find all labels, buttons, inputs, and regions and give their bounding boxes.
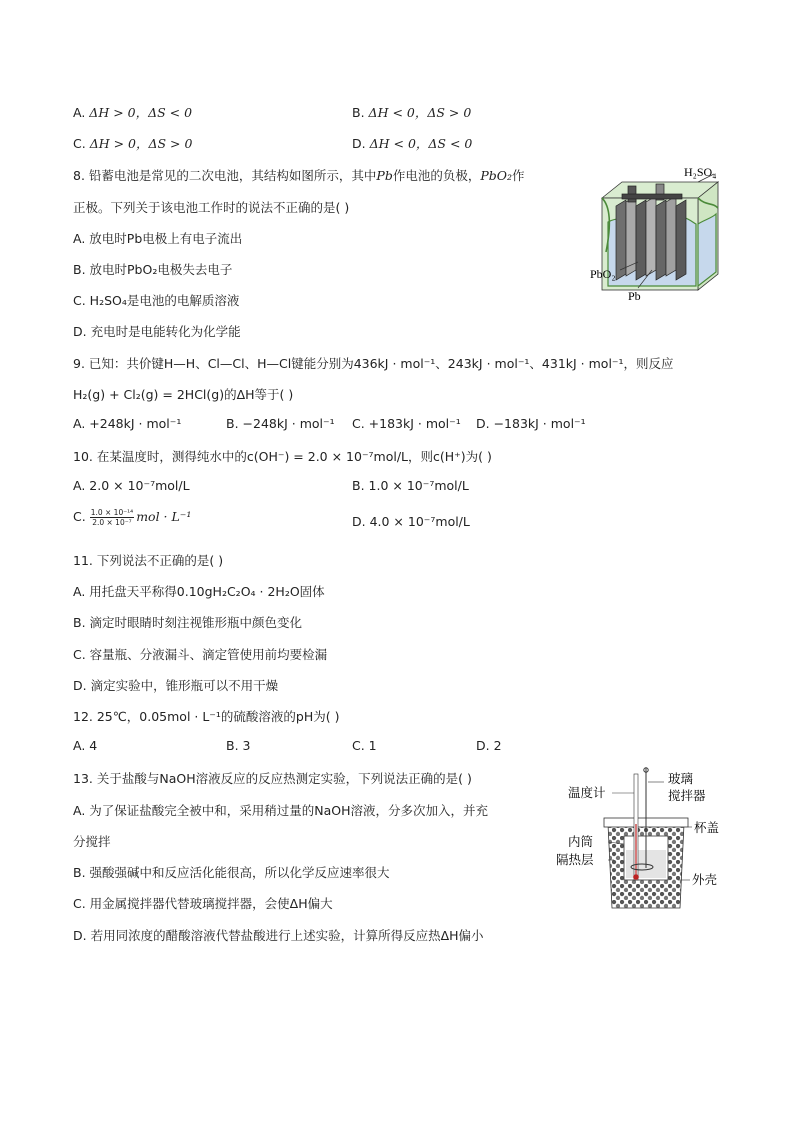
q13-stem: 13. 关于盐酸与NaOH溶液反应的反应热测定实验，下列说法正确的是( ) bbox=[73, 771, 472, 786]
q8-stem-line1: 8. 铅蓄电池是常见的二次电池，其结构如图所示，其中Pb作电池的负极，PbO₂作 bbox=[73, 168, 525, 183]
lead-acid-battery-diagram bbox=[586, 162, 726, 310]
thermometer-label: 温度计 bbox=[568, 785, 606, 800]
q11-stem: 11. 下列说法不正确的是( ) bbox=[73, 553, 224, 568]
q9-option-b: B. −248kJ · mol⁻¹ bbox=[226, 416, 335, 431]
q12-option-b: B. 3 bbox=[226, 738, 251, 753]
q12-option-c: C. 1 bbox=[352, 738, 377, 753]
q7-option-d: D. ΔH < 0，ΔS < 0 bbox=[352, 136, 473, 151]
q9-stem-line1: 9. 已知：共价键H—H、Cl—Cl、H—Cl键能分别为436kJ · mol⁻¹、243kJ · mol⁻¹、431kJ · mol⁻¹，则反应 bbox=[73, 356, 674, 371]
q10-stem: 10. 在某温度时，测得纯水中的c(OH⁻) = 2.0 × 10⁻⁷mol/L，则c(H⁺)为( ) bbox=[73, 449, 492, 464]
q10-fraction-denominator: 2.0 × 10⁻⁷ bbox=[92, 518, 132, 527]
q13-option-c: C. 用金属搅拌器代替玻璃搅拌器，会使ΔH偏大 bbox=[73, 896, 333, 911]
q9-option-d: D. −183kJ · mol⁻¹ bbox=[476, 416, 586, 431]
q10-fraction bbox=[90, 508, 135, 527]
shell-label: 外壳 bbox=[692, 872, 718, 887]
q8-stem-line2: 正极。下列关于该电池工作时的说法不正确的是( ) bbox=[73, 200, 350, 215]
q13-option-d: D. 若用同浓度的醋酸溶液代替盐酸进行上述实验，计算所得反应热ΔH偏小 bbox=[73, 928, 484, 943]
q9-option-a: A. +248kJ · mol⁻¹ bbox=[73, 416, 182, 431]
pbo2-label: PbO₂ bbox=[590, 267, 616, 281]
inner-cylinder-label: 内筒 bbox=[568, 834, 594, 849]
q9-stem-line2: H₂(g) + Cl₂(g) = 2HCl(g)的ΔH等于( ) bbox=[73, 387, 294, 402]
q7-option-b: B. ΔH < 0，ΔS > 0 bbox=[352, 105, 472, 120]
q9-option-c: C. +183kJ · mol⁻¹ bbox=[352, 416, 461, 431]
q10-option-c: C. $\frac{\text{1.0 × 10⁻¹⁴}}{\text{2.0 × 10⁻⁷}}$ mol · L⁻¹ bbox=[73, 508, 192, 527]
q11-option-b: B. 滴定时眼睛时刻注视锥形瓶中颜色变化 bbox=[73, 615, 303, 630]
q12-option-d: D. 2 bbox=[476, 738, 502, 753]
calorimeter-diagram bbox=[540, 764, 750, 916]
q7-option-a: A. ΔH > 0，ΔS < 0 bbox=[73, 105, 193, 120]
q7-option-c: C. ΔH > 0，ΔS > 0 bbox=[73, 136, 193, 151]
q11-option-d: D. 滴定实验中，锥形瓶可以不用干燥 bbox=[73, 678, 279, 693]
insulation-label: 隔热层 bbox=[556, 852, 594, 867]
q10-option-d: D. 4.0 × 10⁻⁷mol/L bbox=[352, 514, 470, 529]
q8-option-c: C. H₂SO₄是电池的电解质溶液 bbox=[73, 293, 240, 308]
glass-stirrer-label-1: 玻璃 bbox=[668, 771, 694, 786]
q10-option-b: B. 1.0 × 10⁻⁷mol/L bbox=[352, 478, 469, 493]
lid-label: 杯盖 bbox=[694, 820, 720, 835]
q8-option-d: D. 充电时是电能转化为化学能 bbox=[73, 324, 241, 339]
q13-option-a-line2: 分搅拌 bbox=[73, 834, 111, 849]
q11-option-a: A. 用托盘天平称得0.10gH₂C₂O₄ · 2H₂O固体 bbox=[73, 584, 325, 599]
q8-option-a: A. 放电时Pb电极上有电子流出 bbox=[73, 231, 243, 246]
glass-stirrer-label-2: 搅拌器 bbox=[668, 788, 706, 803]
pb-label: Pb bbox=[628, 289, 641, 303]
q10-option-a: A. 2.0 × 10⁻⁷mol/L bbox=[73, 478, 190, 493]
q12-option-a: A. 4 bbox=[73, 738, 98, 753]
q10-fraction-numerator: 1.0 × 10⁻¹⁴ bbox=[90, 508, 134, 517]
q11-option-c: C. 容量瓶、分液漏斗、滴定管使用前均要检漏 bbox=[73, 647, 328, 662]
q13-option-b: B. 强酸强碱中和反应活化能很高，所以化学反应速率很大 bbox=[73, 865, 390, 880]
q13-option-a-line1: A. 为了保证盐酸完全被中和，采用稍过量的NaOH溶液，分多次加入，并充 bbox=[73, 803, 489, 818]
q12-stem: 12. 25℃，0.05mol · L⁻¹的硫酸溶液的pH为( ) bbox=[73, 709, 340, 724]
h2so4-label: H₂SO₄ bbox=[684, 165, 717, 179]
q8-option-b: B. 放电时PbO₂电极失去电子 bbox=[73, 262, 233, 277]
